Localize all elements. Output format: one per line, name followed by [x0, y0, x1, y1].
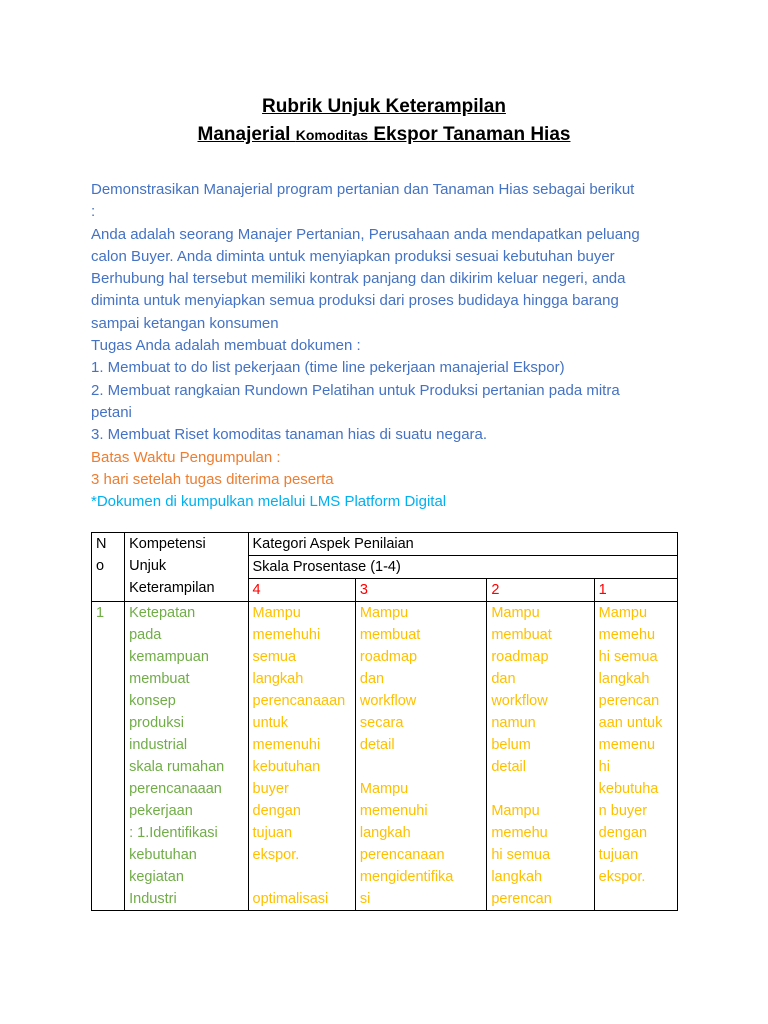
- level-2-line: [491, 778, 589, 800]
- level-3-line: Mampu: [359, 605, 409, 621]
- level-1-line: kebutuha: [598, 781, 659, 797]
- row-no: 1: [92, 602, 125, 911]
- level-3-line: mengidentifika: [359, 869, 454, 885]
- header-kompetensi: [125, 533, 248, 602]
- level-1-line: hi: [598, 759, 610, 775]
- header-kategori-line1: Kategori Aspek Penilaian: [252, 536, 414, 552]
- instruction-line: diminta untuk menyiapkan semua produksi dari proses budidaya hingga barang: [91, 292, 619, 310]
- header-no: [92, 533, 125, 602]
- level-3-line: langkah: [359, 825, 411, 841]
- level-4-line: ekspor.: [252, 847, 300, 863]
- kompetensi-line: Industri: [129, 891, 177, 907]
- instruction-line: calon Buyer. Anda diminta untuk menyiapkan produksi sesuai kebutuhan buyer: [91, 247, 615, 265]
- level-3-line: si: [359, 891, 371, 907]
- level-1-line: memenu: [598, 737, 656, 753]
- instruction-line: sampai ketangan konsumen: [91, 314, 279, 332]
- submission-note: *Dokumen di kumpulkan melalui LMS Platform Digital: [91, 493, 447, 511]
- kompetensi-line: : 1.Identifikasi: [129, 825, 218, 841]
- level-3-line: perencanaan: [359, 847, 445, 863]
- header-skala: [248, 556, 677, 579]
- level-1-line: perencan: [598, 693, 660, 709]
- level-2-line: hi semua: [491, 847, 551, 863]
- kompetensi-line: industrial: [129, 737, 188, 753]
- header-no-line: N: [96, 536, 107, 552]
- level-3-line: secara: [359, 715, 404, 731]
- level-4-line: Mampu: [252, 605, 301, 621]
- level-2-line: dan: [491, 671, 516, 687]
- kompetensi-line: kebutuhan: [129, 847, 197, 863]
- row-kompetensi: [125, 602, 248, 911]
- level-4-line: tujuan: [252, 825, 293, 841]
- kompetensi-line: pada: [129, 627, 162, 643]
- level-1-line: aan untuk: [598, 715, 663, 731]
- level-2-line: detail: [491, 759, 526, 775]
- level-4-line: kebutuhan: [252, 759, 321, 775]
- level-2-header: 2: [487, 579, 594, 602]
- level-1-line: n buyer: [598, 803, 648, 819]
- level-1-line: hi semua: [598, 649, 658, 665]
- instruction-text: [91, 179, 681, 447]
- header-no-line: o: [96, 558, 105, 574]
- level-2-line: belum: [491, 737, 531, 753]
- table-row: [92, 602, 678, 911]
- level-4-line: dengan: [252, 803, 301, 819]
- level-1-line: Mampu: [598, 605, 648, 621]
- instruction-line: :: [91, 203, 96, 221]
- level-3-line: workflow: [359, 693, 417, 709]
- level-4-line: untuk: [252, 715, 288, 731]
- kompetensi-line: pekerjaan: [129, 803, 193, 819]
- row-level-3: [355, 602, 486, 911]
- instruction-line: Tugas Anda adalah membuat dokumen :: [91, 337, 361, 355]
- level-4-header: 4: [248, 579, 355, 602]
- level-3-line: Mampu: [359, 781, 409, 797]
- instruction-line: 3. Membuat Riset komoditas tanaman hias di suatu negara.: [91, 426, 488, 444]
- deadline-line: Batas Waktu Pengumpulan :: [91, 448, 281, 466]
- level-3-header: 3: [355, 579, 486, 602]
- level-4-line: perencanaaan: [252, 693, 346, 709]
- table-header-row: [92, 533, 678, 556]
- header-kompetensi-line: Unjuk: [129, 558, 167, 574]
- document-title-line2: [0, 124, 768, 146]
- kompetensi-line: konsep: [129, 693, 176, 709]
- instruction-line: Berhubung hal tersebut memiliki kontrak panjang dan dikirim keluar negeri, anda: [91, 270, 626, 288]
- title-part-b: Ekspor Tanaman Hias: [368, 124, 571, 145]
- kompetensi-line: skala rumahan: [129, 759, 225, 775]
- title-part-small: Komoditas: [295, 127, 369, 143]
- level-2-line: Mampu: [491, 605, 540, 621]
- level-3-line: membuat: [359, 627, 421, 643]
- level-2-line: perencan: [491, 891, 552, 907]
- header-kompetensi-line: Keterampilan: [129, 580, 215, 596]
- level-4-line: memenuhi: [252, 737, 321, 753]
- level-4-line: optimalisasi: [252, 891, 329, 907]
- row-level-4: [248, 602, 355, 911]
- level-4-line: [253, 866, 351, 888]
- document-title-line1: Rubrik Unjuk Keterampilan: [262, 96, 506, 117]
- level-2-line: Mampu: [491, 803, 540, 819]
- level-1-header: 1: [594, 579, 677, 602]
- level-2-line: namun: [491, 715, 536, 731]
- level-3-line: roadmap: [359, 649, 418, 665]
- kompetensi-line: perencanaaan: [129, 781, 222, 797]
- header-kategori-line2: Skala Prosentase (1-4): [252, 559, 401, 575]
- level-1-line: tujuan: [598, 847, 639, 863]
- title-part-a: Manajerial: [197, 124, 296, 145]
- kompetensi-line: Ketepatan: [129, 605, 196, 621]
- kompetensi-line: kemampuan: [129, 649, 209, 665]
- level-2-line: membuat: [491, 627, 552, 643]
- instruction-line: Anda adalah seorang Manajer Pertanian, Perusahaan anda mendapatkan peluang: [91, 225, 640, 243]
- instruction-line: petani: [91, 403, 132, 421]
- level-4-line: semua: [252, 649, 297, 665]
- level-2-line: memehu: [491, 825, 548, 841]
- kompetensi-line: produksi: [129, 715, 184, 731]
- kompetensi-line: kegiatan: [129, 869, 184, 885]
- level-3-line: [360, 756, 482, 778]
- level-3-line: dan: [359, 671, 385, 687]
- level-1-line: langkah: [598, 671, 650, 687]
- deadline-line: 3 hari setelah tugas diterima peserta: [91, 470, 334, 488]
- level-3-line: detail: [359, 737, 395, 753]
- level-1-line: dengan: [598, 825, 648, 841]
- header-kompetensi-line: Kompetensi: [129, 536, 206, 552]
- level-4-line: memehuhi: [252, 627, 321, 643]
- rubric-table: [91, 532, 678, 911]
- row-level-1: [594, 602, 677, 911]
- instruction-line: 1. Membuat to do list pekerjaan (time line pekerjaan manajerial Ekspor): [91, 359, 565, 377]
- intro-section: [91, 179, 681, 513]
- row-level-2: [487, 602, 594, 911]
- level-3-line: memenuhi: [359, 803, 428, 819]
- instruction-line: 2. Membuat rangkaian Rundown Pelatihan untuk Produksi pertanian pada mitra: [91, 381, 620, 399]
- instruction-line: Demonstrasikan Manajerial program pertanian dan Tanaman Hias sebagai berikut: [91, 181, 635, 198]
- kompetensi-line: membuat: [129, 671, 190, 687]
- level-2-line: langkah: [491, 869, 543, 885]
- level-1-line: ekspor.: [598, 869, 646, 885]
- level-2-line: workflow: [491, 693, 548, 709]
- header-kategori: [248, 533, 677, 556]
- level-1-line: memehu: [598, 627, 656, 643]
- deadline-text: [91, 447, 681, 492]
- level-4-line: buyer: [252, 781, 289, 797]
- level-4-line: langkah: [252, 671, 304, 687]
- level-2-line: roadmap: [491, 649, 549, 665]
